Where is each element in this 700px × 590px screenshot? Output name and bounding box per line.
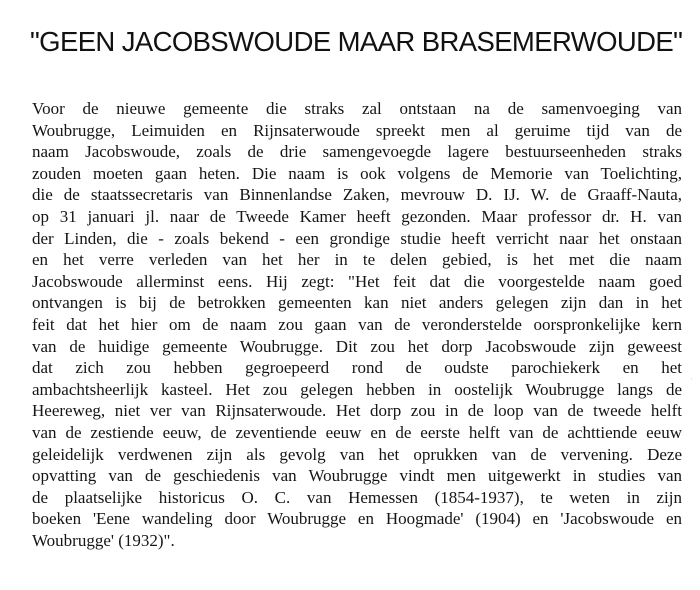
article-line: zouden moeten gaan heten. Die naam is ook volgens de Memorie van Toelichting, [32,163,682,183]
article-line: Woubrugge' (1932)". [32,530,175,550]
article-line: ambachtsheerlijk kasteel. Het zou gelegen hebben in oostelijk Woubrugge langs de [32,379,682,399]
article-line: ontvangen is bij de betrokken gemeenten kan niet anders gelegen zijn dan in het [32,293,682,313]
article-line: de plaatselijke historicus O. C. van Hemessen (1854-1937), te weten in zijn [32,487,682,507]
article-line: geleidelijk verdwenen zijn als gevolg van het oprukken van de vervening. Deze [32,444,682,464]
scan-speck: · [690,375,693,385]
article-line: dat zich zou hebben gegroepeerd rond de oudste parochiekerk en het [32,358,682,378]
article-line: en het verre verleden van het her in te delen gebied, is het met die naam [32,250,682,270]
article-line: naam Jacobswoude, zoals de drie samengevoegde lagere bestuurseenheden straks [32,142,682,162]
article-line: Voor de nieuwe gemeente die straks zal ontstaan na de samenvoeging van [32,99,682,118]
article-line: der Linden, die - zoals bekend - een grondige studie heeft verricht naar het onstaan [32,228,682,248]
article-body [32,98,682,551]
article-line: op 31 januari jl. naar de Tweede Kamer heeft gezonden. Maar professor dr. H. van [32,206,682,226]
article-line: van de zestiende eeuw, de zeventiende eeuw en de eerste helft van de achttiende eeuw [32,422,682,442]
article-line: van de huidige gemeente Woubrugge. Dit zou het dorp Jacobswoude zijn geweest [32,336,682,356]
article-line: feit dat het hier om de naam zou gaan van de veronderstelde oorspronkelijke kern [32,314,682,334]
article-headline: "GEEN JACOBSWOUDE MAAR BRASEMERWOUDE" [30,26,683,57]
article-line: Jacobswoude allerminst eens. Hij zegt: "Het feit dat die voorgestelde naam goed [32,271,682,291]
article-line: Woubrugge, Leimuiden en Rijnsaterwoude spreekt men al geruime tijd van de [32,120,682,140]
article-line: Heereweg, niet ver van Rijnsaterwoude. Het dorp zou in de loop van de tweede helft [32,401,682,421]
article-line: boeken 'Eene wandeling door Woubrugge en Hoogmade' (1904) en 'Jacobswoude en [32,509,682,529]
article-line: die de staatssecretaris van Binnenlandse Zaken, mevrouw D. IJ. W. de Graaff-Nauta, [32,185,682,205]
article-line: opvatting van de geschiedenis van Woubrugge vindt men uitgewerkt in studies van [32,466,682,486]
